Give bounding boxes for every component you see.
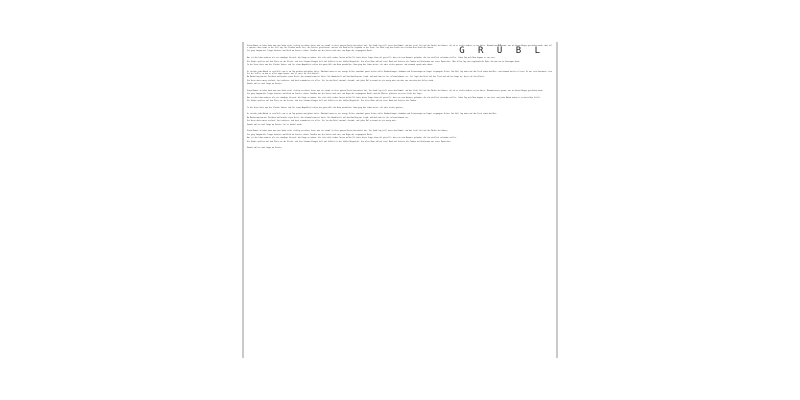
document-body bbox=[247, 46, 553, 356]
body-paragraph: Was ist das Leben anderes als ein ständiger Versuch, die Dinge zu ordnen, die sich nicht ordnen lassen wollen? Er hatte diese Frage schon oft gestellt, aber nie eine Antwort gefunden, die ihn wirklich zufrieden stellte. Jeden Tag aufs Neue begann er von vorn, und jeden Abend endete er an derselben Stelle. bbox=[247, 97, 541, 99]
body-paragraph: Die Worte darin waren einfach, fast nüchtern, und doch veränderten sie alles. Sie las den Brief zweimal, dreimal, und jedes Mal verstand sie ein wenig mehr von dem, was zwischen den Zeilen stand. bbox=[247, 80, 435, 82]
body-paragraph: Danach saß sie noch lange am Fenster, bis es dunkel wurde. bbox=[247, 124, 303, 126]
body-paragraph: Die Kinder spielten auf dem Platz vor der Kirche, und ihre Stimmen klangen hell und fröhlich in der kühlen Morgenluft. Ein alter Mann saß auf einer Bank und fütterte die Tauben. bbox=[247, 100, 417, 102]
body-paragraph: Er schrieb jeden Abend in sein Heft, was er am Tag gesehen und gehört hatte. Manchmal waren es nur wenige Zeilen, manchmal ganze Seiten voller Beobachtungen, Gedanken und Erinnerungen an längst vergangene Zeiten. Das Heft lag immer auf dem Tisch neben dem Bett. bbox=[247, 114, 498, 116]
body-paragraph: Die Kinder spielten auf dem Platz vor der Kirche, und ihre Stimmen klangen hell und fröhlich in der kühlen Morgenluft. Ein alter Mann saß auf einer Bank und fütterte die Tauben mit Brotkrumen aus einer Papiertüte. bbox=[247, 141, 452, 143]
body-paragraph: Was ist das Leben anderes als ein ständiger Versuch, die Dinge zu ordnen, die sich nicht ordnen lassen wollen? Er hatte diese Frage schon oft gestellt, aber nie eine Antwort gefunden, die ihn wirklich zufrieden stellte. bbox=[247, 138, 458, 140]
body-paragraph: Einen Moment im Leben kann man eine Sache nicht richtig verstehen, bevor man sie einmal in ihrer ganzen Breite betrachtet hat. Die Stadt lag still unter dem Himmel, und das Licht fiel auf die Dächer der Häuser, als ob es nichts anderes zu tun hätte. Niemand wusste genau, was an diesem Morgen geschehen würde, aber alle spürten, dass etwas in der Luft lag. Die Straßen waren leer, die Fenster geschlossen, und nur ein Hund bellte irgendwo in der Ferne. Der Wind trug den Geruch von frischem Brot durch die Gassen. bbox=[247, 46, 553, 50]
body-paragraph: Sie ging langsam die Treppe hinunter und blieb am Fenster stehen. Draußen war der Garten noch nass vom Regen der vergangenen Nacht. bbox=[247, 134, 373, 136]
body-paragraph: Sie ging langsam die Treppe hinunter und blieb am Fenster stehen. Draußen war der Garten noch nass vom Regen der vergangenen Nacht. bbox=[247, 51, 373, 53]
body-paragraph: Die Kinder spielten auf dem Platz vor der Kirche, und ihre Stimmen klangen hell und fröhlich in der kühlen Morgenluft. Ein alter Mann saß auf einer Bank und fütterte die Tauben mit Brotkrumen aus einer Papiertüte. Über allem lag eine eigentümliche Ruhe, die man nur an Sonntagen kennt. bbox=[247, 61, 521, 63]
body-paragraph: Danach saß sie noch lange am Fenster. bbox=[247, 84, 283, 85]
body-paragraph: Am Nachmittag kam der Postbote und brachte einen Brief, den niemand erwartet hatte. Die Handschrift auf dem Umschlag war fremd, und doch kam sie ihr seltsam bekannt vor. bbox=[247, 117, 410, 119]
body-paragraph: Danach saß sie noch lange am Fenster. bbox=[247, 148, 283, 150]
body-paragraph: Einen Moment im Leben kann man eine Sache nicht richtig verstehen, bevor man sie einmal in ihrer ganzen Breite betrachtet hat. Die Stadt lag still unter dem Himmel, und das Licht fiel auf die Dächer der Häuser. bbox=[247, 131, 449, 133]
body-paragraph: Er schrieb jeden Abend in sein Heft, was er am Tag gesehen und gehört hatte. Manchmal waren es nur wenige Zeilen, manchmal ganze Seiten voller Beobachtungen, Gedanken und Erinnerungen an längst vergangene Zeiten. Das Heft lag immer auf dem Tisch neben dem Bett, und niemand durfte es lesen. Es war sein Geheimnis, sein Ort der Stille, an dem er alles sagen konnte, was er sonst für sich behielt. bbox=[247, 71, 554, 75]
document-page bbox=[242, 42, 558, 358]
body-paragraph: Sie ging langsam die Treppe hinunter und blieb am Fenster stehen. Draußen war der Garten noch nass vom Regen der vergangenen Nacht, und die Blätter glänzten im ersten Licht des Tages. bbox=[247, 94, 423, 96]
body-paragraph: Die Worte darin waren einfach, fast nüchtern, und doch veränderten sie alles. Sie las den Brief zweimal, dreimal, und jedes Mal verstand sie ein wenig mehr. bbox=[247, 121, 397, 123]
body-paragraph: In der Ferne hörte man die Glocken läuten, und für einen Augenblick schien die ganze Welt den Atem anzuhalten. Dann ging das Leben weiter, als wäre nichts gewesen. bbox=[247, 107, 404, 109]
body-paragraph: Was ist das Leben anderes als ein ständiger Versuch, die Dinge zu ordnen, die sich nicht ordnen lassen wollen? Er hatte diese Frage schon oft gestellt, aber nie eine Antwort gefunden, die ihn wirklich zufrieden stellte. Jeden Tag aufs Neue begann er von vorn. bbox=[247, 58, 496, 60]
body-paragraph: Am Nachmittag kam der Postbote und brachte einen Brief, den niemand erwartet hatte. Die Handschrift auf dem Umschlag war fremd, und doch kam sie ihr seltsam bekannt vor. Sie legte den Brief auf den Tisch und sah ihn lange an, bevor sie ihn öffnete. bbox=[247, 77, 485, 79]
body-paragraph: In der Ferne hörte man die Glocken läuten, und für einen Augenblick schien die ganze Welt den Atem anzuhalten. Dann ging das Leben weiter, als wäre nichts gewesen, und niemand sprach mehr davon. bbox=[247, 65, 434, 66]
document-title: G R Ü B L bbox=[459, 46, 544, 56]
body-paragraph: Einen Moment im Leben kann man eine Sache nicht richtig verstehen, bevor man sie einmal in ihrer ganzen Breite betrachtet hat. Die Stadt lag still unter dem Himmel, und das Licht fiel auf die Dächer der Häuser, als ob es nichts anderes zu tun hätte. Niemand wusste genau, was an diesem Morgen geschehen würde. bbox=[247, 90, 544, 92]
